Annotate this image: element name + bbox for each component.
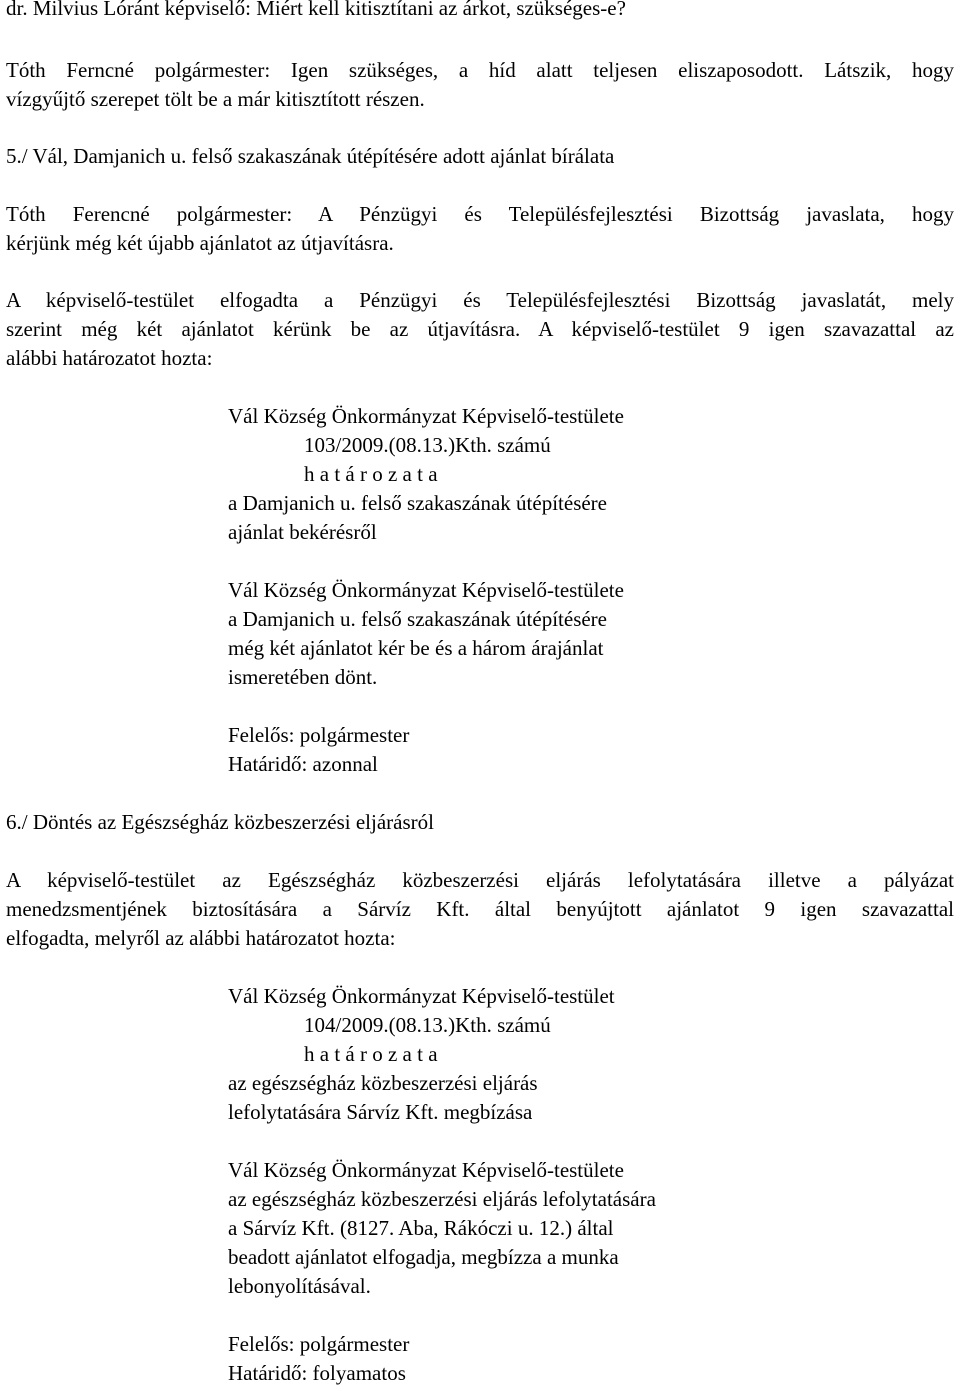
- resolution-103-header: [228, 402, 624, 547]
- resolution-body-line: ismeretében dönt.: [228, 665, 378, 689]
- text-line: dr. Milvius Lóránt képviselő: Miért kell kitisztítani az árkot, szükséges-e?: [6, 0, 626, 20]
- text-line: menedzsmentjének biztosítására a Sárvíz Kft. által benyújtott ajánlatot 9 igen szavazattal: [6, 897, 954, 921]
- resolution-body-line: a Sárvíz Kft. (8127. Aba, Rákóczi u. 12.) által: [228, 1216, 614, 1240]
- agenda-heading-5: [6, 142, 954, 171]
- resolution-body-line: az egészségház közbeszerzési eljárás lefolytatására: [228, 1187, 656, 1211]
- resolution-responsible: Felelős: polgármester: [228, 1332, 410, 1356]
- resolution-body-line: lebonyolításával.: [228, 1274, 371, 1298]
- text-line: Tóth Ferencné polgármester: A Pénzügyi és Településfejlesztési Bizottság javaslata, hogy: [6, 202, 954, 226]
- resolution-number: 103/2009.(08.13.)Kth. számú: [304, 433, 551, 457]
- resolution-subject: ajánlat bekérésről: [228, 520, 377, 544]
- resolution-body-line: még két ajánlatot kér be és a három árajánlat: [228, 636, 604, 660]
- resolution-label: h a t á r o z a t a: [304, 1042, 438, 1066]
- agenda-heading-6: [6, 808, 954, 837]
- resolution-subject: a Damjanich u. felső szakaszának útépítésére: [228, 491, 607, 515]
- resolution-body-line: Vál Község Önkormányzat Képviselő-testülete: [228, 578, 624, 602]
- paragraph-question: [6, 0, 954, 23]
- resolution-deadline: Határidő: folyamatos: [228, 1361, 406, 1385]
- text-line: A képviselő-testület az Egészségház közbeszerzési eljárás lefolytatására illetve a pályázat: [6, 868, 954, 892]
- text-line: elfogadta, melyről az alábbi határozatot hozta:: [6, 926, 396, 950]
- text-line: Tóth Ferncné polgármester: Igen szükséges, a híd alatt teljesen eliszaposodott. Látszik, hogy: [6, 58, 954, 82]
- resolution-104-footer: [228, 1330, 409, 1388]
- text-line: szerint még két ajánlatot kérünk be az útjavításra. A képviselő-testület 9 igen szavazattal az: [6, 317, 954, 341]
- paragraph-committee-proposal: [6, 200, 954, 258]
- text-line: alábbi határozatot hozta:: [6, 346, 213, 370]
- resolution-body-line: Vál Község Önkormányzat Képviselő-testülete: [228, 1158, 624, 1182]
- heading-text: 6./ Döntés az Egészségház közbeszerzési eljárásról: [6, 810, 434, 834]
- resolution-responsible: Felelős: polgármester: [228, 723, 410, 747]
- resolution-number: 104/2009.(08.13.)Kth. számú: [304, 1013, 551, 1037]
- resolution-104-body: [228, 1156, 656, 1301]
- resolution-103-body: [228, 576, 624, 692]
- paragraph-council-decision: [6, 286, 954, 373]
- resolution-103-footer: [228, 721, 409, 779]
- resolution-104-header: [228, 982, 615, 1127]
- paragraph-healthhouse-decision: [6, 866, 954, 953]
- text-line: kérjünk még két újabb ajánlatot az útjavításra.: [6, 231, 394, 255]
- resolution-issuer: Vál Község Önkormányzat Képviselő-testület: [228, 984, 615, 1008]
- resolution-deadline: Határidő: azonnal: [228, 752, 378, 776]
- resolution-issuer: Vál Község Önkormányzat Képviselő-testülete: [228, 404, 624, 428]
- text-line: A képviselő-testület elfogadta a Pénzügyi és Településfejlesztési Bizottság javaslatát, mely: [6, 288, 954, 312]
- resolution-subject: az egészségház közbeszerzési eljárás: [228, 1071, 538, 1095]
- heading-text: 5./ Vál, Damjanich u. felső szakaszának útépítésére adott ajánlat bírálata: [6, 144, 615, 168]
- text-line: vízgyűjtő szerepet tölt be a már kitisztított részen.: [6, 87, 425, 111]
- paragraph-mayor-answer: [6, 56, 954, 114]
- resolution-body-line: beadott ajánlatot elfogadja, megbízza a munka: [228, 1245, 619, 1269]
- resolution-subject: lefolytatására Sárvíz Kft. megbízása: [228, 1100, 533, 1124]
- resolution-body-line: a Damjanich u. felső szakaszának útépítésére: [228, 607, 607, 631]
- resolution-label: h a t á r o z a t a: [304, 462, 438, 486]
